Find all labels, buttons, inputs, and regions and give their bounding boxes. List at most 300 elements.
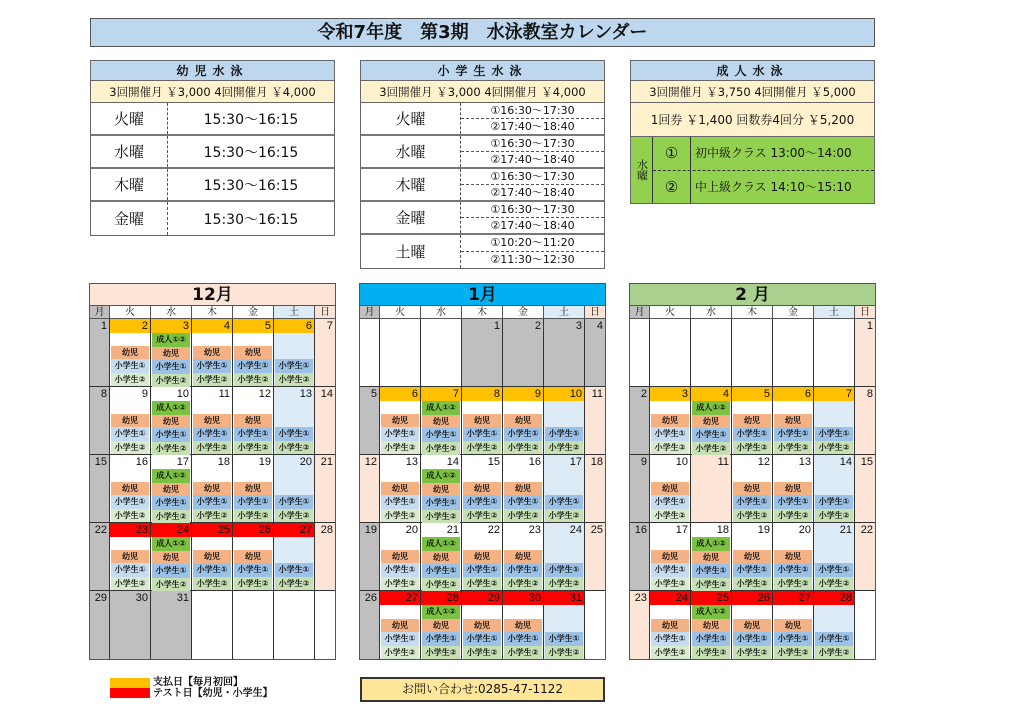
calendar-day	[691, 455, 732, 523]
class-sho2: 小学生②	[733, 646, 771, 660]
class-sho2: 小学生②	[463, 577, 501, 591]
class-youji: 幼児	[381, 482, 419, 496]
day-number: 25	[691, 591, 731, 605]
time-slot-2: ②17:40〜18:40	[490, 219, 575, 232]
calendar-day	[110, 387, 151, 455]
day-number: 31	[176, 592, 189, 604]
class-adult: 成人①②	[692, 401, 730, 415]
day-number	[630, 319, 649, 333]
time-slot-1: ①16:30〜17:30	[461, 136, 604, 152]
page-title: 令和7年度 第3期 水泳教室カレンダー	[90, 18, 875, 47]
class-sho1: 小学生①	[504, 427, 542, 441]
day-number: 4	[192, 319, 232, 333]
calendar-day	[503, 523, 544, 591]
calendar-day	[691, 591, 732, 659]
empty-slot	[504, 401, 542, 414]
seijin-header: 成人水泳	[631, 61, 874, 81]
day-number: 29	[94, 592, 107, 604]
day-number	[274, 591, 314, 605]
empty-slot	[463, 537, 501, 550]
day-number: 28	[814, 591, 854, 605]
empty-slot	[275, 346, 313, 359]
class-sho2: 小学生②	[651, 509, 689, 523]
empty-slot	[234, 469, 272, 482]
day-number	[233, 591, 273, 605]
calendar-day	[650, 387, 691, 455]
day-number: 12	[364, 456, 377, 468]
shogaku-price: 3回開催月 ￥3,000 4回開催月 ￥4,000	[361, 81, 604, 103]
class-sho1: 小学生①	[381, 495, 419, 509]
calendar-day	[650, 591, 691, 659]
day-number	[732, 319, 772, 333]
class-sho2: 小学生②	[111, 509, 149, 523]
youji-header: 幼児水泳	[91, 61, 334, 81]
calendar-day	[855, 319, 875, 387]
empty-slot	[545, 619, 583, 633]
empty-slot	[111, 469, 149, 482]
empty-slot	[815, 401, 853, 414]
calendar-day	[315, 455, 335, 523]
class-sho2: 小学生②	[545, 577, 583, 591]
class-adult: 成人①②	[692, 537, 730, 551]
class-adult: 成人①②	[152, 537, 190, 551]
class-sho2: 小学生②	[504, 646, 542, 660]
class-sho1: 小学生①	[463, 563, 501, 577]
calendar-day	[503, 591, 544, 659]
calendar-day	[732, 387, 773, 455]
day-number: 19	[364, 524, 377, 536]
empty-slot	[275, 414, 313, 427]
shogaku-row	[361, 136, 604, 169]
day-number: 16	[135, 456, 148, 468]
day-number: 11	[591, 388, 603, 400]
seijin-table	[630, 60, 875, 204]
calendar-day	[503, 455, 544, 523]
class-youji: 幼児	[651, 482, 689, 496]
day-number: 5	[732, 387, 772, 401]
class-sho2: 小学生②	[774, 577, 812, 591]
day-number: 16	[634, 524, 647, 536]
weekday-header: 金	[773, 306, 814, 319]
class-sho2: 小学生②	[193, 373, 231, 387]
calendar-day	[274, 319, 315, 387]
empty-slot	[545, 605, 583, 619]
calendar-day	[855, 387, 875, 455]
class-sho2: 小学生②	[774, 646, 812, 660]
calendar-day	[773, 319, 814, 387]
calendar-day	[380, 319, 421, 387]
time-slots	[461, 169, 604, 200]
day-label: 木曜	[361, 169, 461, 200]
class-sho2: 小学生②	[381, 646, 419, 660]
class-sho2: 小学生②	[504, 441, 542, 455]
class-youji: 幼児	[692, 619, 730, 633]
day-number: 1	[100, 320, 107, 332]
class-sho1: 小学生①	[733, 632, 771, 646]
day-number: 18	[716, 524, 729, 536]
calendar-day	[192, 591, 233, 659]
empty-slot	[651, 469, 689, 482]
day-number: 12	[757, 456, 770, 468]
class-sho2: 小学生②	[422, 442, 460, 456]
class-youji: 幼児	[152, 483, 190, 497]
legend-pay-swatch	[110, 678, 150, 688]
class-sho1: 小学生①	[733, 427, 771, 441]
calendar-day	[151, 319, 192, 387]
youji-row	[91, 202, 334, 235]
day-number: 30	[135, 592, 148, 604]
day-number: 14	[839, 456, 852, 468]
day-label: 金曜	[91, 202, 168, 235]
calendar-day	[151, 387, 192, 455]
calendar-day	[855, 523, 875, 591]
class-sho1: 小学生①	[815, 632, 853, 646]
class-sho1: 小学生①	[111, 427, 149, 441]
calendar-day	[503, 387, 544, 455]
seijin-classes	[631, 137, 874, 203]
class-sho1: 小学生①	[774, 563, 812, 577]
day-number: 14	[320, 388, 333, 400]
contact-info: お問い合わせ:0285-47-1122	[360, 677, 605, 702]
class-sho2: 小学生②	[275, 577, 313, 591]
class-youji: 幼児	[692, 551, 730, 565]
youji-row	[91, 136, 334, 169]
empty-slot	[381, 401, 419, 414]
class-sho2: 小学生②	[692, 442, 730, 456]
empty-slot	[545, 469, 583, 482]
calendar-day	[380, 455, 421, 523]
calendar-day	[315, 319, 335, 387]
time-slot-1: ①10:20〜11:20	[461, 235, 604, 252]
calendar-day	[585, 455, 605, 523]
day-number: 21	[320, 456, 333, 468]
class-sho1: 小学生①	[152, 496, 190, 510]
day-number: 27	[380, 591, 420, 605]
class-youji: 幼児	[692, 415, 730, 429]
class-youji: 幼児	[111, 550, 149, 564]
class-youji: 幼児	[774, 414, 812, 428]
class-youji: 幼児	[504, 619, 542, 633]
class-youji: 幼児	[193, 482, 231, 496]
day-number: 11	[717, 456, 729, 468]
class-youji: 幼児	[422, 415, 460, 429]
empty-slot	[275, 550, 313, 563]
class-sho1: 小学生①	[422, 428, 460, 442]
class-sho1: 小学生①	[651, 563, 689, 577]
class-youji: 幼児	[651, 619, 689, 633]
calendar-day	[274, 523, 315, 591]
class-sho1: 小学生①	[733, 495, 771, 509]
empty-slot	[774, 401, 812, 414]
day-label: 土曜	[361, 235, 461, 268]
empty-slot	[463, 605, 501, 619]
calendar-day	[462, 319, 503, 387]
empty-slot	[733, 469, 771, 482]
empty-slot	[733, 605, 771, 619]
day-label: 火曜	[361, 103, 461, 134]
class-sho1: 小学生①	[234, 495, 272, 509]
class-sho1: 小学生①	[234, 427, 272, 441]
calendar-day	[544, 591, 585, 659]
day-number: 12	[258, 388, 271, 400]
class-sho2: 小学生②	[381, 577, 419, 591]
day-number: 4	[691, 387, 731, 401]
day-number	[192, 591, 232, 605]
class-sho2: 小学生②	[815, 441, 853, 455]
day-number: 27	[274, 523, 314, 537]
class-sho1: 小学生①	[275, 359, 313, 373]
empty-slot	[545, 414, 583, 427]
class-sho2: 小学生②	[463, 646, 501, 660]
calendar-day	[462, 523, 503, 591]
class-youji: 幼児	[504, 482, 542, 496]
class-youji: 幼児	[193, 550, 231, 564]
class-sho2: 小学生②	[193, 577, 231, 591]
class-youji: 幼児	[234, 482, 272, 496]
calendar-day	[233, 319, 274, 387]
class-youji: 幼児	[234, 414, 272, 428]
calendar-day	[585, 319, 605, 387]
class-sho2: 小学生②	[381, 441, 419, 455]
calendar-day	[110, 455, 151, 523]
shogaku-row	[361, 169, 604, 202]
empty-slot	[504, 469, 542, 482]
day-number: 19	[258, 456, 271, 468]
day-number: 5	[370, 388, 377, 400]
class-sho1: 小学生①	[381, 427, 419, 441]
seijin-price: 3回開催月 ￥3,750 4回開催月 ￥5,000	[631, 81, 874, 103]
day-number: 9	[141, 388, 148, 400]
day-number: 29	[462, 591, 502, 605]
class-sho1: 小学生①	[545, 495, 583, 509]
class-sho2: 小学生②	[193, 441, 231, 455]
calendar-day	[380, 523, 421, 591]
calendar-day	[773, 591, 814, 659]
class-youji: 幼児	[111, 414, 149, 428]
calendar-day	[90, 387, 110, 455]
day-number	[585, 591, 605, 605]
day-number: 23	[528, 524, 541, 536]
class-sho1: 小学生①	[651, 495, 689, 509]
class-label: 初中級クラス 13:00〜14:00	[695, 146, 852, 160]
class-sho1: 小学生①	[545, 427, 583, 441]
empty-slot	[774, 605, 812, 619]
class-sho2: 小学生②	[545, 509, 583, 523]
class-youji: 幼児	[774, 550, 812, 564]
calendar-day	[630, 319, 650, 387]
day-number	[360, 319, 379, 333]
seijin-ticket: 1回券 ￥1,400 回数券4回分 ￥5,200	[631, 103, 874, 137]
legend-test-label: テスト日【幼児・小学生】	[153, 688, 273, 699]
class-sho1: 小学生①	[193, 359, 231, 373]
day-number: 20	[299, 456, 312, 468]
class-sho2: 小学生②	[651, 441, 689, 455]
day-number: 9	[503, 387, 543, 401]
empty-slot	[545, 537, 583, 550]
empty-slot	[733, 401, 771, 414]
class-adult: 成人①②	[692, 605, 730, 619]
empty-slot	[815, 414, 853, 427]
day-number: 22	[860, 524, 873, 536]
calendar-day	[544, 455, 585, 523]
empty-slot	[545, 482, 583, 495]
day-number	[315, 591, 335, 605]
empty-slot	[381, 469, 419, 482]
class-adult: 成人①②	[422, 469, 460, 483]
class-youji: 幼児	[463, 550, 501, 564]
day-number: 2	[110, 319, 150, 333]
empty-slot	[815, 605, 853, 619]
calendar-day	[274, 591, 315, 659]
day-number: 30	[503, 591, 543, 605]
empty-slot	[651, 401, 689, 414]
calendar-day	[544, 387, 585, 455]
calendar-day	[585, 387, 605, 455]
time-slots	[461, 103, 604, 134]
class-youji: 幼児	[774, 482, 812, 496]
calendar-day	[650, 523, 691, 591]
weekday-header: 火	[650, 306, 691, 319]
class-sho1: 小学生①	[193, 563, 231, 577]
weekday-header: 木	[192, 306, 233, 319]
day-number: 18	[217, 456, 230, 468]
day-number: 7	[326, 320, 333, 332]
class-sho1: 小学生①	[504, 632, 542, 646]
class-sho1: 小学生①	[692, 564, 730, 578]
weekday-header: 木	[732, 306, 773, 319]
day-number: 20	[798, 524, 811, 536]
day-number: 6	[380, 387, 420, 401]
day-label: 火曜	[91, 103, 168, 134]
calendar-day	[585, 523, 605, 591]
calendar-day	[151, 591, 192, 659]
empty-slot	[815, 550, 853, 563]
calendar-day	[233, 387, 274, 455]
class-sho1: 小学生①	[275, 427, 313, 441]
calendar-day	[814, 523, 855, 591]
time-label: 15:30〜16:15	[203, 144, 299, 161]
class-sho2: 小学生②	[381, 509, 419, 523]
class-sho1: 小学生①	[774, 632, 812, 646]
class-sho2: 小学生②	[733, 577, 771, 591]
weekday-header: 金	[503, 306, 544, 319]
class-youji: 幼児	[504, 414, 542, 428]
calendar-day	[814, 387, 855, 455]
calendar-day	[274, 455, 315, 523]
calendar-day	[110, 591, 151, 659]
class-sho1: 小学生①	[152, 428, 190, 442]
time-slot-1: ①16:30〜17:30	[461, 202, 604, 218]
time-slot-1: ①16:30〜17:30	[461, 103, 604, 119]
day-label: 水曜	[91, 136, 168, 167]
calendar-day	[151, 455, 192, 523]
class-sho2: 小学生②	[422, 578, 460, 592]
empty-slot	[733, 537, 771, 550]
weekday-header: 日	[585, 306, 605, 319]
class-youji: 幼児	[733, 550, 771, 564]
time-slots	[461, 235, 604, 268]
class-sho1: 小学生①	[651, 427, 689, 441]
class-sho2: 小学生②	[774, 509, 812, 523]
calendar-day	[773, 387, 814, 455]
day-number: 17	[569, 456, 582, 468]
class-adult: 成人①②	[422, 605, 460, 619]
empty-slot	[504, 537, 542, 550]
calendar-day	[90, 591, 110, 659]
class-sho2: 小学生②	[815, 646, 853, 660]
calendar-january	[359, 283, 606, 660]
class-sho2: 小学生②	[504, 577, 542, 591]
calendar-day	[360, 591, 380, 659]
time-slot-2: ②17:40〜18:40	[490, 153, 575, 166]
class-sho1: 小学生①	[111, 563, 149, 577]
shogaku-row	[361, 202, 604, 235]
day-number: 24	[151, 523, 191, 537]
day-number: 13	[299, 388, 312, 400]
day-number: 5	[233, 319, 273, 333]
empty-slot	[234, 537, 272, 550]
calendar-day	[855, 455, 875, 523]
class-adult: 成人①②	[152, 401, 190, 415]
day-number: 16	[528, 456, 541, 468]
weekday-header: 月	[630, 306, 650, 319]
day-number: 3	[151, 319, 191, 333]
class-sho1: 小学生①	[381, 632, 419, 646]
day-number: 26	[364, 592, 377, 604]
calendar-day	[421, 523, 462, 591]
day-number: 6	[274, 319, 314, 333]
class-sho1: 小学生①	[234, 563, 272, 577]
empty-slot	[275, 333, 313, 346]
class-sho2: 小学生②	[815, 577, 853, 591]
day-number: 26	[233, 523, 273, 537]
calendar-day	[380, 591, 421, 659]
day-number: 6	[773, 387, 813, 401]
class-sho2: 小学生②	[422, 510, 460, 524]
class-num: ②	[653, 171, 691, 204]
day-label: 金曜	[361, 202, 461, 233]
day-number: 23	[634, 592, 647, 604]
class-sho1: 小学生①	[275, 563, 313, 577]
day-number: 24	[569, 524, 582, 536]
class-youji: 幼児	[463, 619, 501, 633]
empty-slot	[463, 401, 501, 414]
class-sho2: 小学生②	[545, 646, 583, 660]
time-label: 15:30〜16:15	[203, 177, 299, 194]
calendar-february	[629, 283, 876, 660]
empty-slot	[774, 469, 812, 482]
empty-slot	[545, 401, 583, 414]
class-sho1: 小学生①	[234, 359, 272, 373]
day-number: 2	[640, 388, 647, 400]
class-sho1: 小学生①	[463, 495, 501, 509]
calendar-day	[360, 319, 380, 387]
youji-row	[91, 169, 334, 202]
day-number: 18	[590, 456, 603, 468]
class-sho1: 小学生①	[193, 427, 231, 441]
day-number: 25	[590, 524, 603, 536]
calendar-day	[544, 319, 585, 387]
class-sho1: 小学生①	[504, 495, 542, 509]
class-youji: 幼児	[733, 414, 771, 428]
calendar-day	[421, 387, 462, 455]
weekday-header: 月	[90, 306, 110, 319]
calendar-day	[544, 523, 585, 591]
class-sho2: 小学生②	[275, 441, 313, 455]
class-sho1: 小学生①	[422, 632, 460, 646]
empty-slot	[193, 537, 231, 550]
calendar-day	[462, 455, 503, 523]
